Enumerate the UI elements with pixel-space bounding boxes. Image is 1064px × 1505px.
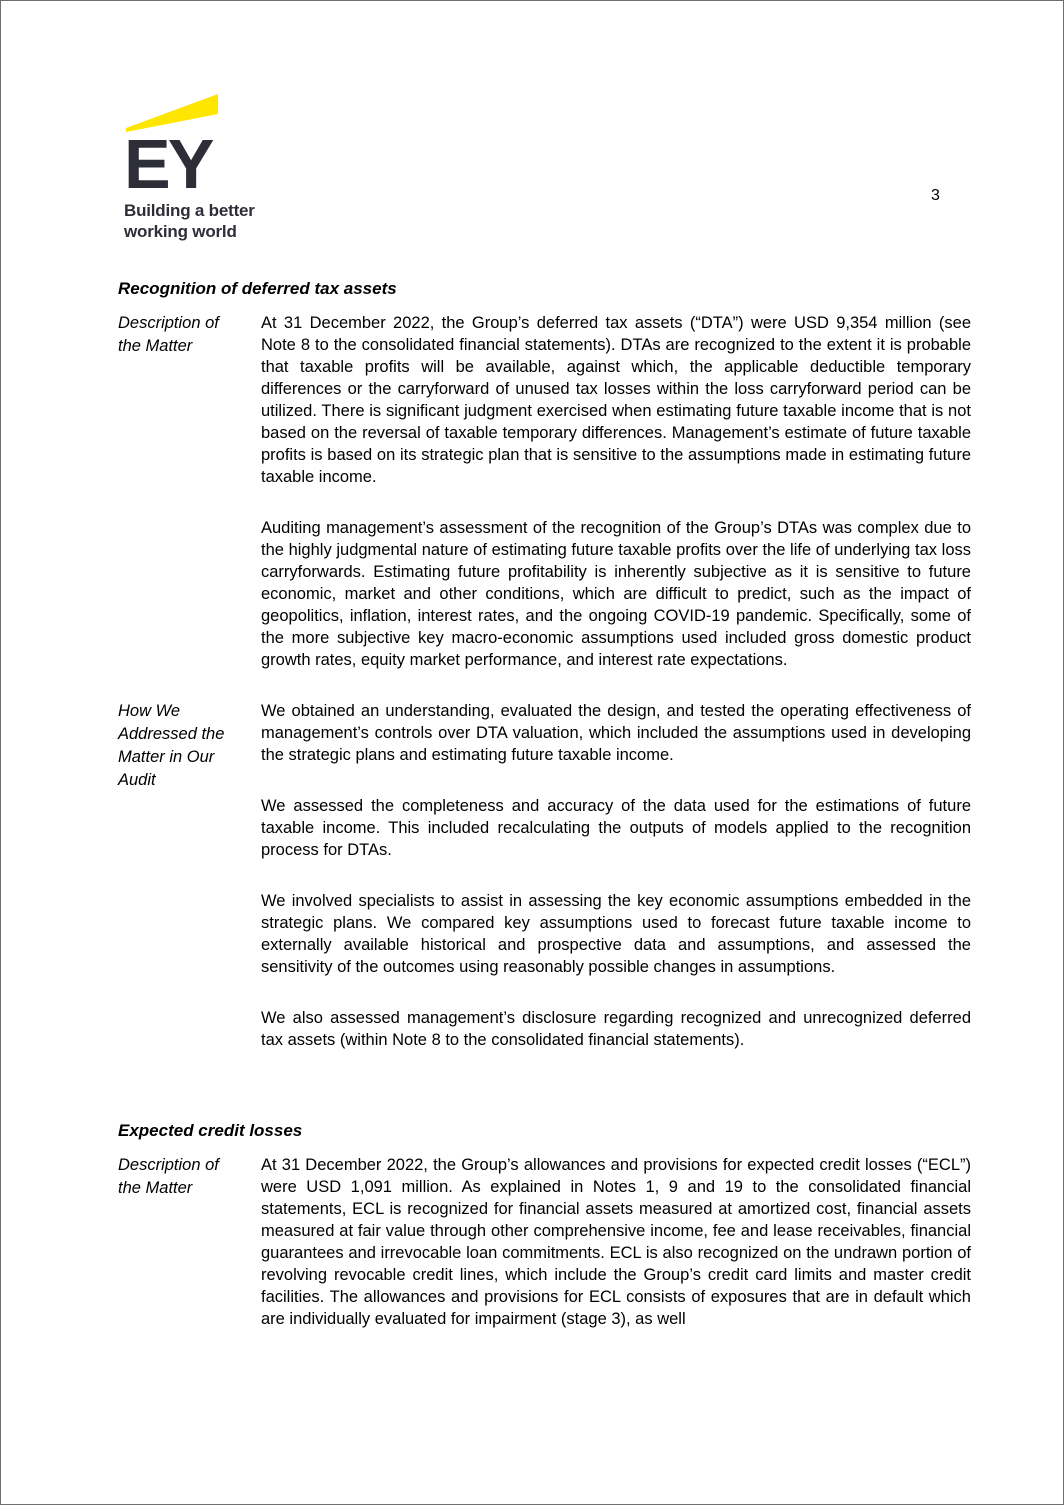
matter-paragraphs bbox=[261, 700, 971, 1051]
matter-label: How We Addressed the Matter in Our Audit bbox=[118, 702, 225, 789]
paragraph: We also assessed management’s disclosure regarding recognized and unrecognized deferred tax assets (within Note 8 to the consolidated financial statements). bbox=[261, 1009, 971, 1049]
section-heading: Recognition of deferred tax assets bbox=[118, 279, 397, 298]
page-number: 3 bbox=[931, 187, 940, 204]
ey-tagline-line1: Building a better bbox=[124, 201, 255, 220]
paragraph: Auditing management’s assessment of the recognition of the Group’s DTAs was complex due to the highly judgmental nature of estimating future taxable profits over the life of underlying tax loss carryforwards. Estimating future profitability is inherently subjective as it is sensitive to future economic, market and other conditions, which are difficult to predict, such as the impact of geopolitics, inflation, interest rates, and the ongoing COVID-19 pandemic. Specifically, some of the more subjective key macro-economic assumptions used included gross domestic product growth rates, equity market performance, and interest rate expectations. bbox=[261, 519, 971, 669]
matter-label: Description of the Matter bbox=[118, 1156, 219, 1197]
description-of-the-matter-block bbox=[118, 1154, 971, 1330]
ey-tagline-line2: working world bbox=[124, 222, 237, 241]
ey-logo bbox=[124, 94, 284, 242]
ey-tagline bbox=[124, 200, 284, 242]
ey-wordmark: EY bbox=[124, 125, 212, 203]
how-we-addressed-block bbox=[118, 700, 971, 1051]
section-expected-credit-losses bbox=[118, 1121, 971, 1330]
paragraph: We obtained an understanding, evaluated the design, and tested the operating effectiveness of management’s controls over DTA valuation, which included the assumptions used in developing the strategic plans and estimating future taxable income. bbox=[261, 702, 971, 764]
section-heading: Expected credit losses bbox=[118, 1121, 303, 1140]
matter-paragraphs bbox=[261, 312, 971, 671]
description-of-the-matter-block bbox=[118, 312, 971, 671]
report-content bbox=[118, 279, 971, 1330]
matter-label: Description of the Matter bbox=[118, 314, 219, 355]
paragraph: At 31 December 2022, the Group’s deferred tax assets (“DTA”) were USD 9,354 million (see Note 8 to the consolidated financial statements). DTAs are recognized to the extent it is probable that taxable profits will be available, against which, the applicable deductible temporary differences or the carryforward of unused tax losses within the loss carryforward period can be utilized. There is significant judgment exercised when estimating future taxable income that is not based on the reversal of taxable temporary differences. Management’s estimate of future taxable profits is based on its strategic plan that is sensitive to the assumptions made in estimating future taxable income. bbox=[261, 314, 971, 486]
paragraph: We involved specialists to assist in assessing the key economic assumptions embedded in the strategic plans. We compared key assumptions used to forecast future taxable income to externally available historical and prospective data and assumptions, and assessed the sensitivity of the outcomes using reasonably possible changes in assumptions. bbox=[261, 892, 971, 976]
section-recognition-of-deferred-tax-assets bbox=[118, 279, 971, 1051]
matter-paragraphs bbox=[261, 1154, 971, 1330]
paragraph: At 31 December 2022, the Group’s allowances and provisions for expected credit losses (“ECL”) were USD 1,091 million. As explained in Notes 1, 9 and 19 to the consolidated financial statements, ECL is recognized for financial assets measured at amortized cost, financial assets measured at fair value through other comprehensive income, fee and lease receivables, financial guarantees and irrevocable loan commitments. ECL is also recognized on the undrawn portion of revolving revocable credit lines, which include the Group’s credit card limits and master credit facilities. The allowances and provisions for ECL consists of exposures that are in default which are individually evaluated for impairment (stage 3), as well bbox=[261, 1156, 971, 1328]
paragraph: We assessed the completeness and accuracy of the data used for the estimations of future taxable income. This included recalculating the outputs of models applied to the recognition process for DTAs. bbox=[261, 797, 971, 859]
